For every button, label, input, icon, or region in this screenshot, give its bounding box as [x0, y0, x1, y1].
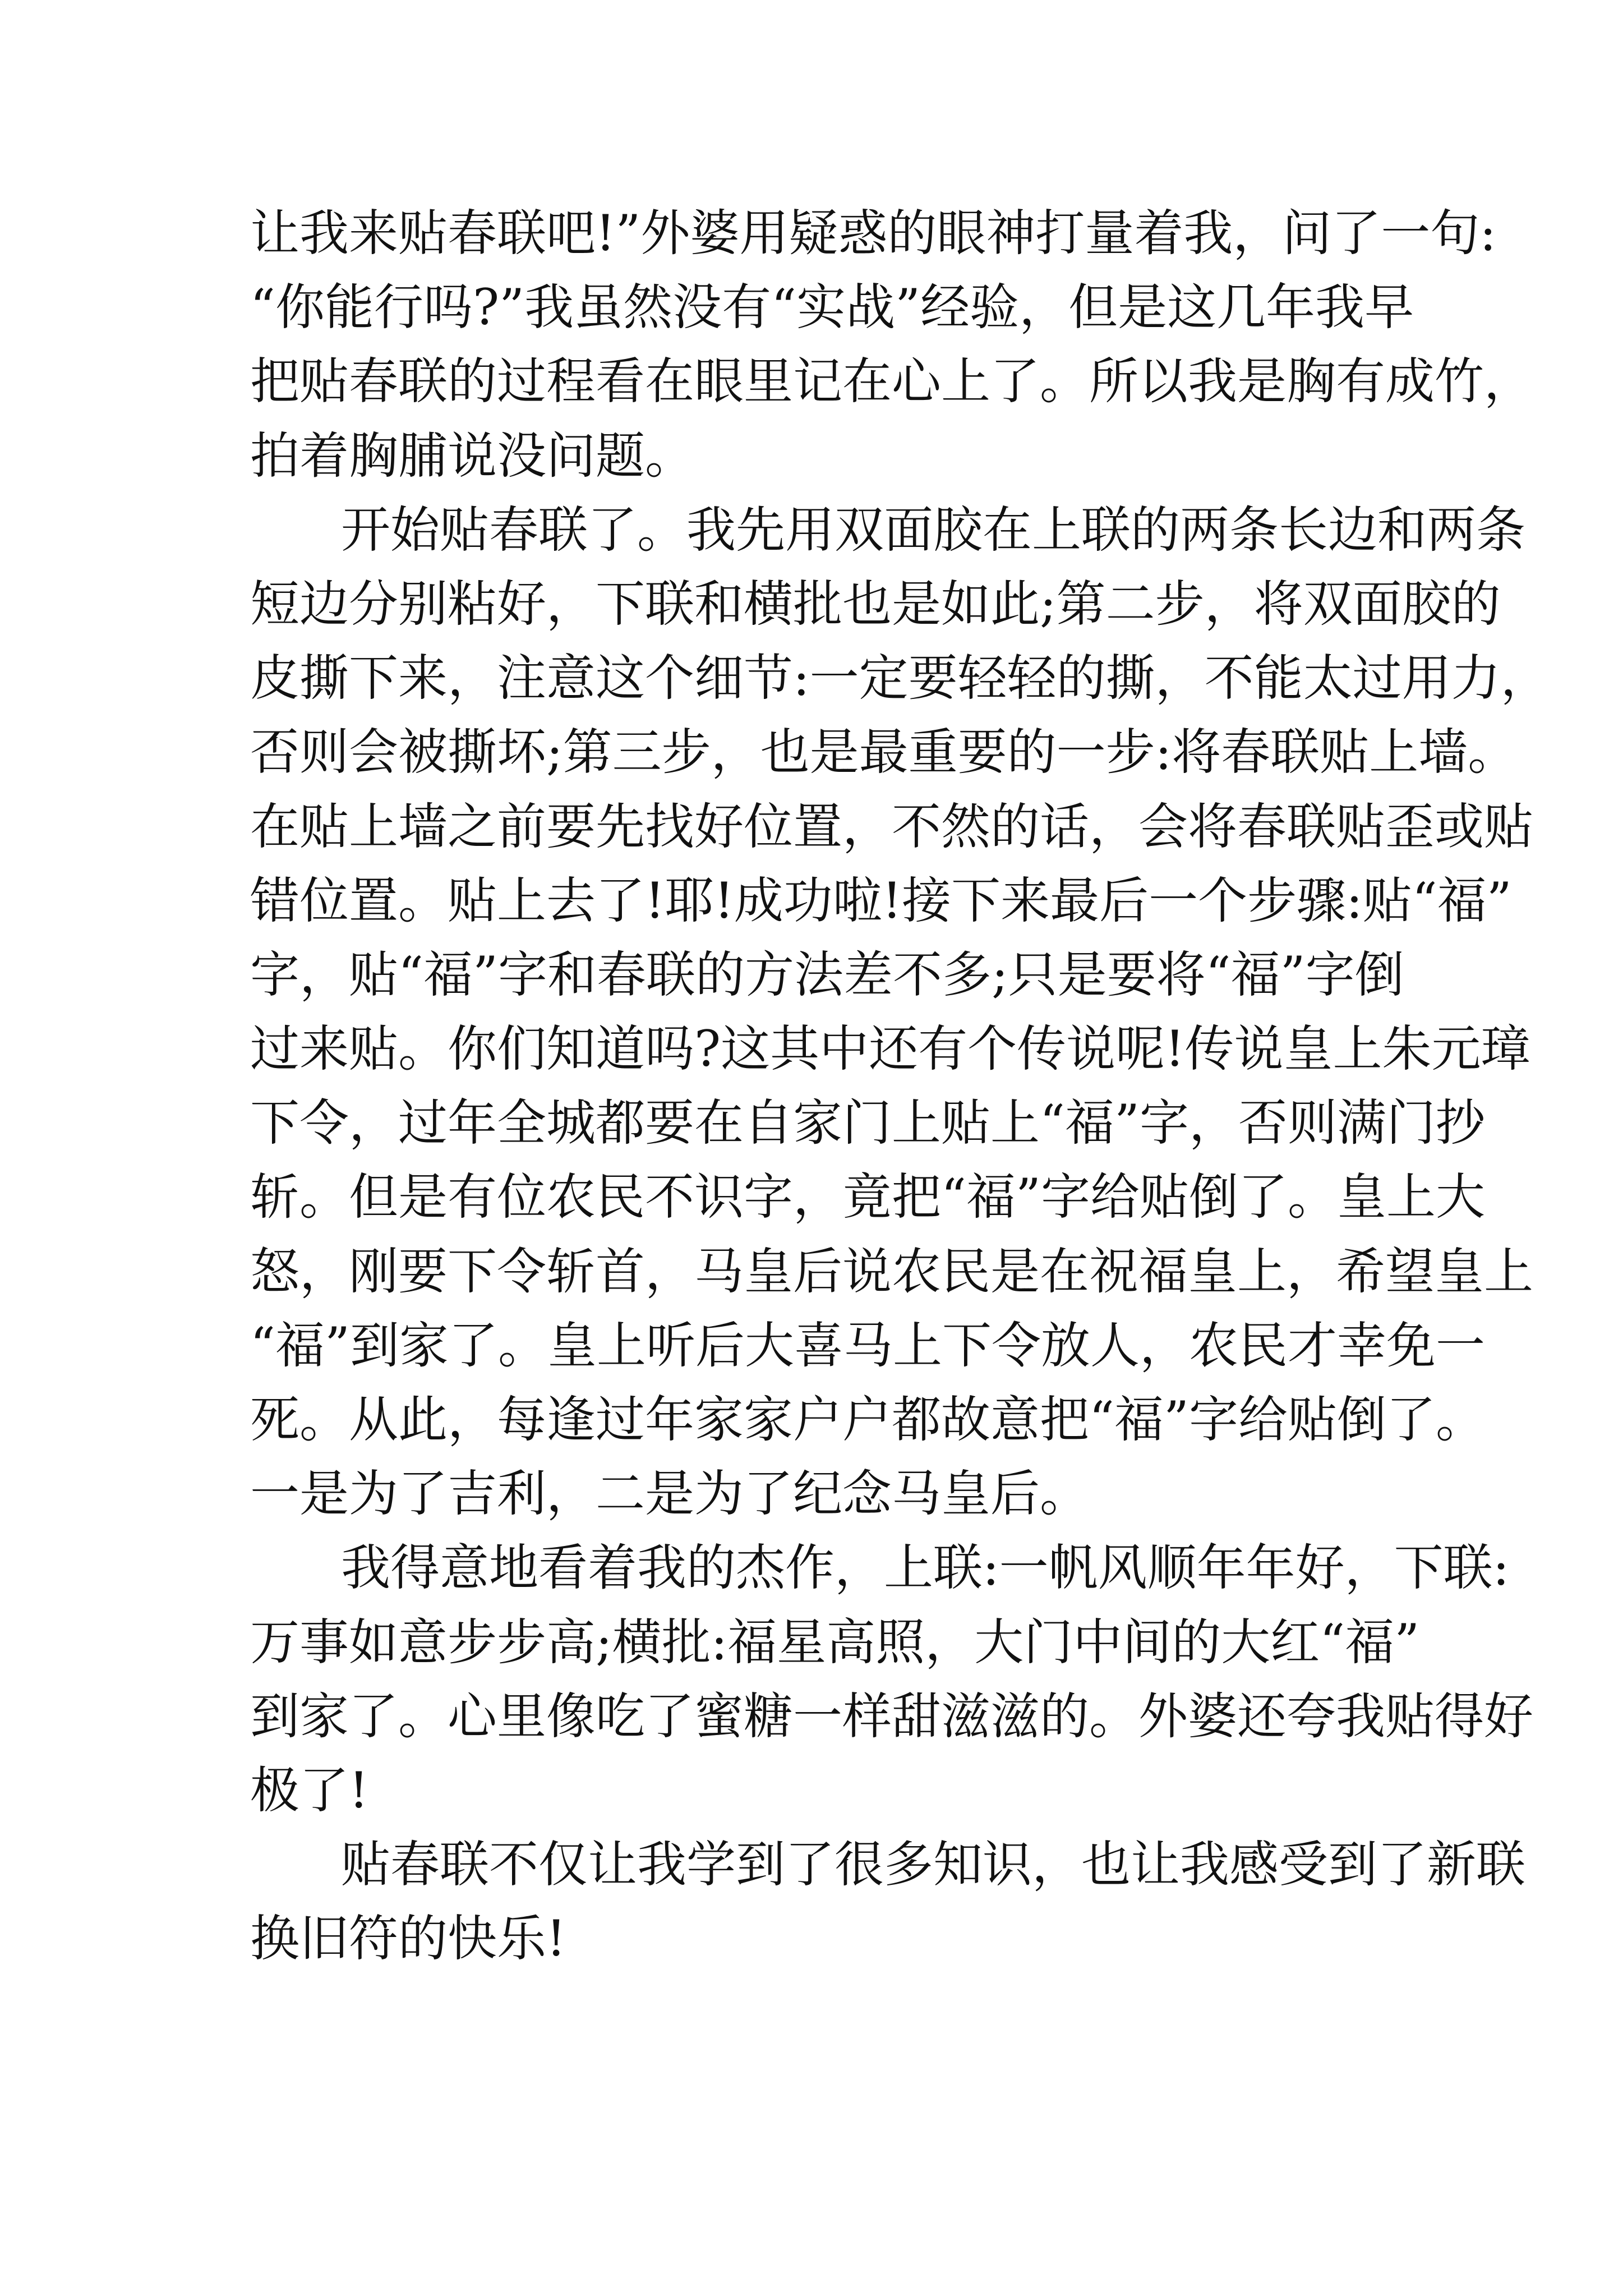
paragraph-4 — [250, 1828, 1526, 1976]
paragraph-line: 极了! — [250, 1761, 369, 1819]
paragraph-line: 把贴春联的过程看在眼里记在心上了。所以我是胸有成竹， — [250, 352, 1534, 411]
paragraph-line: 怒，刚要下令斩首，马皇后说农民是在祝福皇上，希望皇上 — [250, 1242, 1534, 1300]
paragraph-line: 否则会被撕坏;第三步，也是最重要的一步:将春联贴上墙。 — [250, 723, 1518, 781]
paragraph-line: 下令，过年全城都要在自家门上贴上“福”字，否则满门抄 — [250, 1094, 1485, 1152]
paragraph-3 — [250, 1531, 1534, 1828]
paragraph-line: 到家了。心里像吃了蜜糖一样甜滋滋的。外婆还夸我贴得好 — [250, 1687, 1534, 1745]
paragraph-line: 让我来贴春联吧!”外婆用疑惑的眼神打量着我，问了一句: — [250, 204, 1497, 262]
paragraph-line: 斩。但是有位农民不识字，竟把“福”字给贴倒了。皇上大 — [250, 1168, 1485, 1226]
paragraph-line: 短边分别粘好，下联和横批也是如此;第二步，将双面胶的 — [250, 574, 1501, 633]
paragraph-1 — [250, 196, 1534, 493]
paragraph-line: 一是为了吉利，二是为了纪念马皇后。 — [250, 1465, 1090, 1523]
document-body — [250, 196, 1550, 1976]
paragraph-line: 贴春联不仅让我学到了很多知识，也让我感受到了新联 — [341, 1835, 1526, 1894]
paragraph-line: 错位置。贴上去了!耶!成功啦!接下来最后一个步骤:贴“福” — [250, 871, 1512, 930]
paragraph-line: 死。从此，每逢过年家家户户都故意把“福”字给贴倒了。 — [250, 1391, 1485, 1448]
paragraph-line: “福”到家了。皇上听后大喜马上下令放人，农民才幸免一 — [250, 1316, 1485, 1374]
paragraph-line: “你能行吗?”我虽然没有“实战”经验，但是这几年我早 — [250, 278, 1414, 337]
paragraph-line: 皮撕下来，注意这个细节:一定要轻轻的撕，不能太过用力， — [250, 649, 1550, 707]
paragraph-line: 我得意地看着我的杰作，上联:一帆风顺年年好，下联: — [341, 1539, 1510, 1597]
paragraph-line: 字，贴“福”字和春联的方法差不多;只是要将“福”字倒 — [250, 945, 1404, 1004]
paragraph-line: 开始贴春联了。我先用双面胶在上联的两条长边和两条 — [341, 500, 1526, 559]
paragraph-2 — [250, 493, 1550, 1531]
paragraph-line: 在贴上墙之前要先找好位置，不然的话，会将春联贴歪或贴 — [250, 797, 1534, 855]
paragraph-line: 万事如意步步高;横批:福星高照，大门中间的大红“福” — [250, 1613, 1420, 1671]
paragraph-line: 换旧符的快乐! — [250, 1910, 566, 1968]
paragraph-line: 拍着胸脯说没问题。 — [250, 426, 695, 485]
paragraph-line: 过来贴。你们知道吗?这其中还有个传说呢!传说皇上朱元璋 — [250, 1020, 1530, 1078]
